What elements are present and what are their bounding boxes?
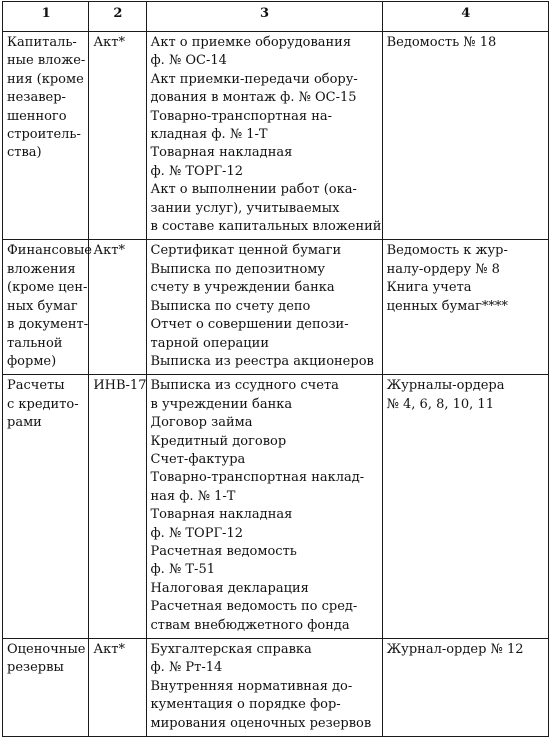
cell-form <box>89 240 146 375</box>
cell-text-line: форме) <box>7 353 57 369</box>
cell-text-line: ф. № ТОРГ-12 <box>150 163 243 179</box>
cell-text-line: незавер- <box>7 90 66 106</box>
cell-text-line: в учреждении банка <box>150 396 293 412</box>
cell-text-line: Ведомость к жур- <box>386 243 508 259</box>
header-col-3: 3 <box>146 2 382 32</box>
cell-text-line: ния (кроме <box>7 71 84 87</box>
cell-registers <box>382 375 548 639</box>
cell-primary-documents <box>146 639 382 737</box>
cell-text-line: Расчетная ведомость по сред- <box>150 599 358 615</box>
cell-text-line: ценных бумаг**** <box>386 298 508 314</box>
cell-text-line: Товарно-транспортная наклад- <box>150 470 365 486</box>
cell-text-line: ф. № Рт-14 <box>150 660 223 676</box>
cell-text-line: Выписка из реестра акционеров <box>150 353 374 369</box>
cell-text-line: с кредито- <box>7 396 79 412</box>
accounting-documents-table <box>2 1 549 737</box>
cell-text-line: дования в монтаж ф. № ОС-15 <box>150 90 357 106</box>
cell-text-line: зании услуг), учитываемых <box>150 200 340 216</box>
cell-text-line: Товарно-транспортная на- <box>150 108 333 124</box>
cell-text-line: в документ- <box>7 317 89 333</box>
cell-object <box>3 240 93 375</box>
cell-text-line: Книга учета <box>386 280 472 296</box>
cell-registers <box>382 240 548 375</box>
cell-text-line: ные вложе- <box>7 53 86 69</box>
cell-text-line: Договор займа <box>150 415 253 431</box>
cell-registers <box>382 32 548 240</box>
cell-text-line: Внутренняя нормативная до- <box>150 678 353 694</box>
cell-text-line: Акт* <box>93 642 125 657</box>
cell-text-line: Отчет о совершении депози- <box>150 317 349 333</box>
cell-text-line: резервы <box>7 660 64 676</box>
cell-primary-documents <box>146 240 382 375</box>
cell-text-line: кладная ф. № 1-Т <box>150 127 268 143</box>
cell-text-line: Оценочные <box>7 642 86 657</box>
cell-text-line: Ведомость № 18 <box>386 35 497 50</box>
cell-text-line: в составе капитальных вложений <box>150 219 382 235</box>
cell-text-line: тарной операции <box>150 335 269 351</box>
cell-text-line: Бухгалтерская справка <box>150 642 312 657</box>
cell-text-line: ф. № Т-51 <box>150 562 215 578</box>
cell-text-line: Капиталь- <box>7 35 77 50</box>
cell-text-line: Акт о выполнении работ (ока- <box>150 182 357 198</box>
cell-primary-documents <box>146 32 382 240</box>
cell-form <box>89 639 146 737</box>
cell-text-line: рами <box>7 415 42 431</box>
cell-text-line: Налоговая декларация <box>150 580 309 596</box>
cell-object <box>3 32 89 240</box>
cell-object <box>3 639 89 737</box>
cell-text-line: Товарная накладная <box>150 145 293 161</box>
header-col-4: 4 <box>382 2 548 32</box>
cell-text-line: Товарная накладная <box>150 507 293 523</box>
cell-text-line: ф. № ОС-14 <box>150 53 227 69</box>
cell-text-line: № 4, 6, 8, 10, 11 <box>386 396 494 412</box>
cell-text-line: Расчеты <box>7 378 65 394</box>
cell-text-line: шенного <box>7 108 67 124</box>
cell-text-line: Журналы-ордера <box>386 378 505 394</box>
table-row <box>3 240 549 375</box>
cell-text-line: Выписка по счету депо <box>150 298 311 314</box>
cell-text-line: строитель- <box>7 127 81 143</box>
cell-text-line: Выписка по депозитному <box>150 261 326 277</box>
cell-text-line: Акт приемки-передачи обору- <box>150 71 358 87</box>
header-row <box>3 2 549 32</box>
cell-text-line: Акт* <box>93 35 125 50</box>
table-row <box>3 639 549 737</box>
cell-text-line: Кредитный договор <box>150 433 287 449</box>
cell-text-line: кументация о порядке фор- <box>150 697 341 713</box>
cell-text-line: ства) <box>7 145 42 161</box>
table-body <box>3 32 549 737</box>
cell-registers <box>382 639 548 737</box>
cell-text-line: Выписка из ссудного счета <box>150 378 339 394</box>
cell-text-line: мирования оценочных резервов <box>150 715 372 731</box>
cell-text-line: вложения <box>7 261 76 277</box>
cell-text-line: ф. № ТОРГ-12 <box>150 525 243 541</box>
cell-text-line: Акт о приемке оборудования <box>150 35 352 50</box>
cell-text-line: тальной <box>7 335 63 351</box>
cell-form <box>89 375 146 639</box>
cell-text-line: Акт* <box>93 243 125 259</box>
table-row <box>3 375 549 639</box>
cell-text-line: ных бумаг <box>7 298 78 314</box>
cell-text-line: Журнал-ордер № 12 <box>386 642 524 657</box>
cell-text-line: ствам внебюджетного фонда <box>150 617 350 633</box>
table-row <box>3 32 549 240</box>
cell-text-line: налу-ордеру № 8 <box>386 261 500 277</box>
cell-object <box>3 375 89 639</box>
cell-text-line: счету в учреждении банка <box>150 280 335 296</box>
cell-text-line: ИНВ-17 <box>93 378 147 394</box>
cell-text-line: Сертификат ценной бумаги <box>150 243 342 259</box>
cell-text-line: Расчетная ведомость <box>150 543 297 559</box>
cell-text-line: Счет-фактура <box>150 451 246 467</box>
header-col-2: 2 <box>89 2 146 32</box>
cell-primary-documents <box>146 375 382 639</box>
header-col-1: 1 <box>3 2 89 32</box>
cell-form <box>89 32 146 240</box>
cell-text-line: (кроме цен- <box>7 280 88 296</box>
cell-text-line: Финансовые <box>7 243 93 259</box>
cell-text-line: ная ф. № 1-Т <box>150 488 236 504</box>
